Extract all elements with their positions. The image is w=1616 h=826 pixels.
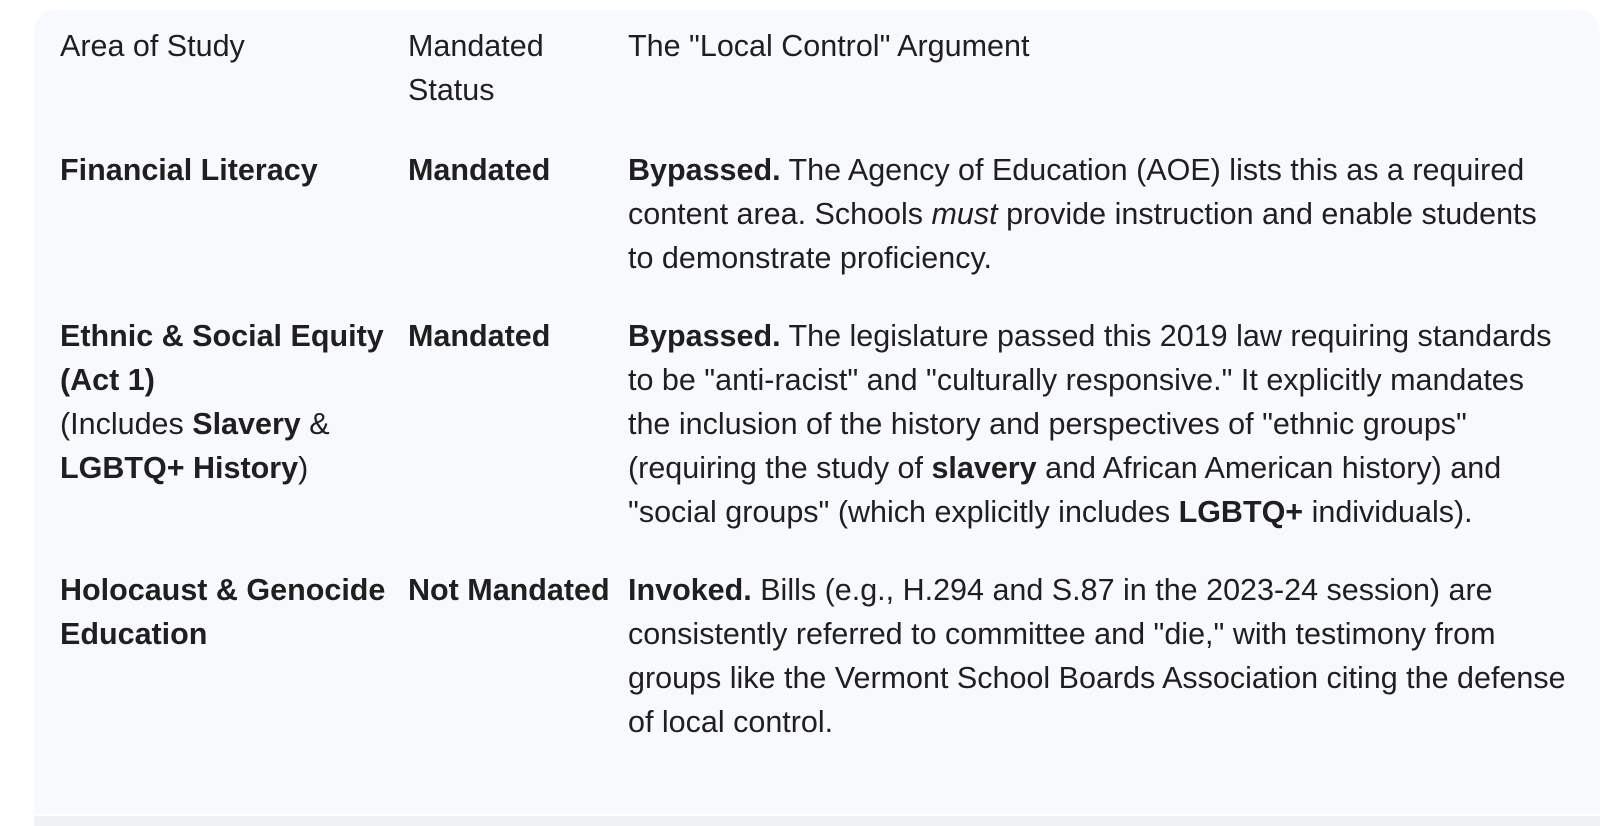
comparison-table-card <box>34 10 1600 814</box>
text-run: (Includes <box>60 407 193 441</box>
text-run: The Agency of Education (AOE) lists this as a required content area. Schools <box>628 153 1525 231</box>
cell-area-of-study <box>60 148 408 314</box>
cell-mandated-status <box>408 314 628 568</box>
cell-area-of-study <box>60 568 408 778</box>
header-area-of-study: Area of Study <box>60 29 245 63</box>
text-run: & <box>300 407 330 441</box>
area-name: Financial Literacy <box>60 153 318 187</box>
text-run: and African American history) and "social groups" (which explicitly includes <box>628 451 1502 529</box>
cell-local-control-argument <box>628 148 1568 314</box>
table-header-row <box>60 24 1568 148</box>
header-local-control-argument: The "Local Control" Argument <box>628 29 1030 63</box>
cell-local-control-argument <box>628 314 1568 568</box>
bold-text: LGBTQ+ History <box>60 451 299 485</box>
cell-local-control-argument <box>628 568 1568 778</box>
header-mandated-status: Mandated Status <box>408 29 544 107</box>
area-name: Ethnic & Social Equity (Act 1) <box>60 319 384 397</box>
bold-text: LGBTQ+ <box>1178 495 1304 529</box>
comparison-table <box>60 24 1568 778</box>
bold-text: Bypassed. <box>628 319 781 353</box>
table-bottom-edge <box>34 816 1600 826</box>
bold-text: Bypassed. <box>628 153 781 187</box>
text-run: individuals). <box>1303 495 1473 529</box>
cell-area-of-study <box>60 314 408 568</box>
area-note <box>60 407 330 485</box>
bold-text: slavery <box>931 451 1037 485</box>
status-text: Mandated <box>408 153 551 187</box>
text-run: Bills (e.g., H.294 and S.87 in the 2023-24 session) are consistently referred to committee and "die," with testimony from groups like the Vermont School Boards Association citing the defense of local control. <box>628 573 1566 739</box>
status-text: Mandated <box>408 319 551 353</box>
table-row <box>60 314 1568 568</box>
table-body <box>60 148 1568 778</box>
cell-mandated-status <box>408 568 628 778</box>
area-name: Holocaust & Genocide Education <box>60 573 386 651</box>
table-row <box>60 568 1568 778</box>
text-run: ) <box>298 451 309 485</box>
bold-text: Invoked. <box>628 573 752 607</box>
text-run: provide instruction and enable students to demonstrate proficiency. <box>628 197 1537 275</box>
cell-mandated-status <box>408 148 628 314</box>
bold-text: Slavery <box>192 407 301 441</box>
table-row <box>60 148 1568 314</box>
status-text: Not Mandated <box>408 573 610 607</box>
italic-text: must <box>931 197 998 231</box>
text-run: The legislature passed this 2019 law requiring standards to be "anti-racist" and "culturally responsive." It explicitly mandates the inclusion of the history and perspectives of "ethnic groups" (requiring the study of <box>628 319 1552 485</box>
